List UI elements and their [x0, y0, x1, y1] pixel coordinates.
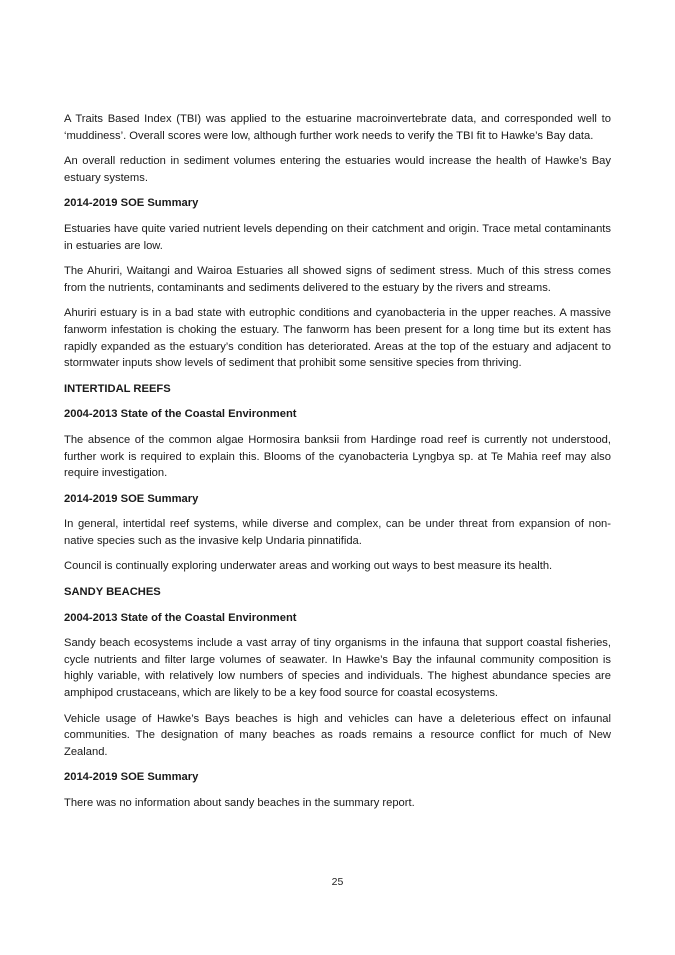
document-body: [64, 111, 611, 821]
paragraph-vehicle-usage: Vehicle usage of Hawke’s Bays beaches is high and vehicles can have a deleterious effect on infaunal communities. The designation of many beaches as roads remains a resource conflict for much of New Zealand.: [64, 712, 611, 758]
paragraph-reef-threats: In general, intertidal reef systems, while diverse and complex, can be under threat from expansion of non-native species such as the invasive kelp Undaria pinnatifida.: [64, 518, 611, 547]
heading-coastal-environment-reefs: 2004-2013 State of the Coastal Environment: [64, 408, 297, 421]
paragraph-hormosira: The absence of the common algae Hormosira banksii from Hardinge road reef is currently not understood, further work is required to explain this. Blooms of the cyanobacteria Lyngbya sp. at Te Mahia reef may also require investigation.: [64, 433, 611, 480]
paragraph-ahuriri-estuary: Ahuriri estuary is in a bad state with eutrophic conditions and cyanobacteria in the upper reaches. A massive fanworm infestation is choking the estuary. The fanworm has been present for a long time but its extent has rapidly expanded as the estuary’s condition has deteriorated. Areas at the top of the estuary and adjacent to stormwater inputs show levels of sediment that prohibit some sensitive species from thriving.: [64, 307, 611, 370]
heading-coastal-environment-beaches: 2004-2013 State of the Coastal Environment: [64, 611, 297, 624]
heading-soe-summary-beaches: 2014-2019 SOE Summary: [64, 771, 199, 784]
heading-intertidal-reefs: INTERTIDAL REEFS: [64, 382, 171, 395]
page-number: 25: [331, 876, 344, 888]
heading-sandy-beaches: SANDY BEACHES: [64, 586, 161, 599]
paragraph-sediment-reduction: An overall reduction in sediment volumes entering the estuaries would increase the health of Hawke’s Bay estuary systems.: [64, 155, 611, 184]
paragraph-nutrient-levels: Estuaries have quite varied nutrient levels depending on their catchment and origin. Trace metal contaminants in estuaries are low.: [64, 222, 611, 252]
heading-soe-summary-estuaries: 2014-2019 SOE Summary: [64, 197, 199, 210]
heading-soe-summary-reefs: 2014-2019 SOE Summary: [64, 492, 199, 505]
paragraph-council-exploring: Council is continually exploring underwater areas and working out ways to best measure its health.: [64, 560, 553, 573]
paragraph-tbi: A Traits Based Index (TBI) was applied to the estuarine macroinvertebrate data, and corresponded well to ‘muddiness’. Overall scores were low, although further work needs to verify the TBI fit to Hawke’s Bay data.: [64, 113, 611, 142]
paragraph-sediment-stress: The Ahuriri, Waitangi and Wairoa Estuaries all showed signs of sediment stress. Much of this stress comes from the nutrients, contaminants and sediments delivered to the estuary by the rivers and streams.: [64, 265, 611, 294]
paragraph-beach-ecosystems: Sandy beach ecosystems include a vast array of tiny organisms in the infauna that support coastal fisheries, cycle nutrients and filter large volumes of seawater. In Hawke’s Bay the infaunal community composition is highly variable, with relatively low numbers of species and individuals. The highest abundance species are amphipod crustaceans, which are likely to be a key food source for coastal ecosystems.: [64, 637, 611, 700]
paragraph-no-information: There was no information about sandy beaches in the summary report.: [64, 797, 415, 809]
